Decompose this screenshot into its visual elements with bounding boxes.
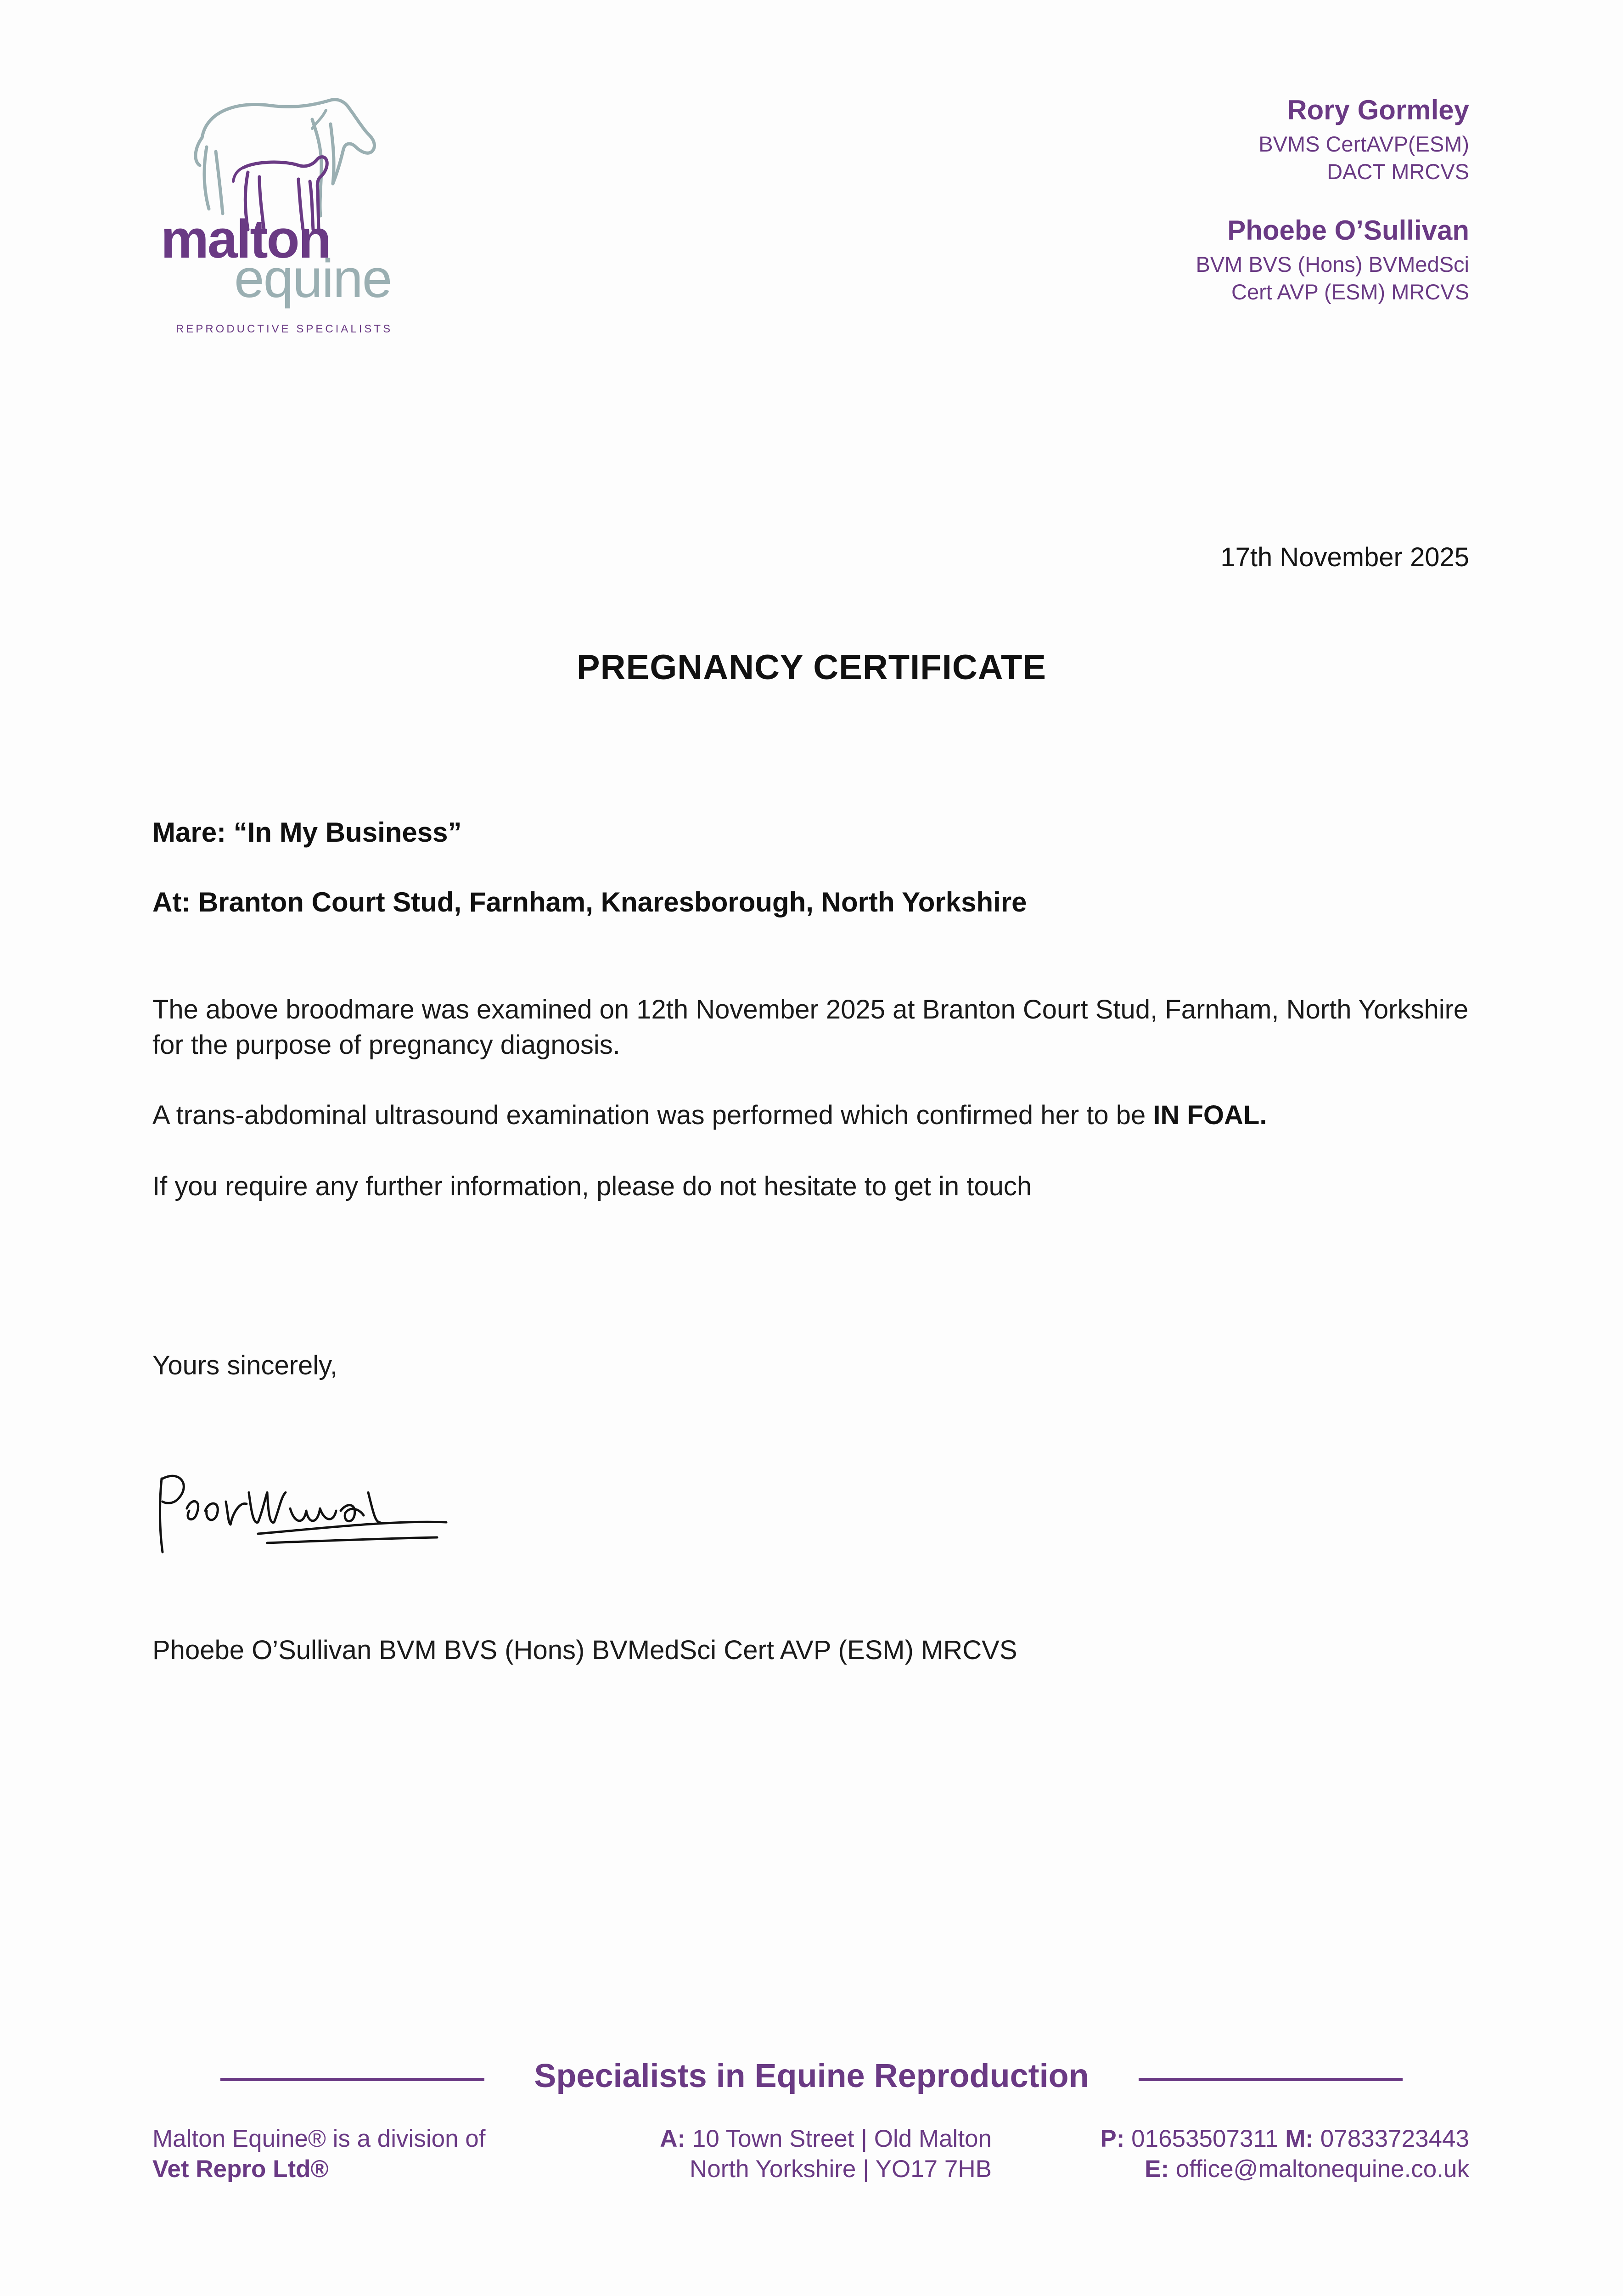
address-label: A: (660, 2125, 686, 2152)
vet-credentials: DACT MRCVS (1327, 159, 1469, 184)
logo-wordmark-malton: malton (161, 209, 330, 270)
body-paragraph (152, 1097, 1475, 1133)
exam-location: At: Branton Court Stud, Farnham, Knaresborough, North Yorkshire (152, 887, 1027, 917)
footer-address (624, 2124, 992, 2184)
result-text: IN FOAL. (1153, 1100, 1267, 1130)
vet-name: Rory Gormley (1287, 95, 1469, 125)
closing-salutation: Yours sincerely, (152, 1351, 337, 1380)
vet-name: Phoebe O’Sullivan (1227, 215, 1469, 246)
logo-wordmark-equine: equine (234, 248, 392, 309)
page-title: PREGNANCY CERTIFICATE (576, 648, 1047, 687)
vet-credentials: Cert AVP (ESM) MRCVS (1231, 280, 1469, 304)
logo-tagline: REPRODUCTIVE SPECIALISTS (176, 323, 393, 335)
email-link[interactable]: office@maltonequine.co.uk (1175, 2155, 1469, 2183)
company-name: Vet Repro Ltd® (152, 2155, 329, 2183)
brand-logo (161, 92, 418, 335)
footer-contact (1100, 2124, 1469, 2184)
vet-credentials: BVMS CertAVP(ESM) (1258, 132, 1469, 156)
footer-tagline: Specialists in Equine Reproduction (534, 2058, 1089, 2094)
vets-header (1196, 96, 1469, 306)
body-paragraph: The above broodmare was examined on 12th November 2025 at Branton Court Stud, Farnham, North Yorkshire for the purpose of pregnancy diagnosis. (152, 995, 1469, 1060)
phone-number[interactable]: 01653507311 (1131, 2125, 1279, 2152)
email-label: E: (1145, 2155, 1169, 2183)
vet-block (1196, 217, 1469, 306)
address-line: North Yorkshire | YO17 7HB (690, 2155, 992, 2183)
signer-name: Phoebe O’Sullivan BVM BVS (Hons) BVMedSci Cert AVP (ESM) MRCVS (152, 1635, 1017, 1665)
address-line: 10 Town Street | Old Malton (692, 2125, 992, 2152)
footer-company (152, 2124, 486, 2184)
signature-image (152, 1465, 465, 1561)
footer-divider (1139, 2078, 1403, 2081)
mobile-number[interactable]: 07833723443 (1320, 2125, 1469, 2152)
vet-block (1196, 96, 1469, 186)
mare-name: Mare: “In My Business” (152, 817, 462, 848)
paragraph-text: A trans-abdominal ultrasound examination was performed which confirmed her to be (152, 1100, 1153, 1130)
letter-date: 17th November 2025 (1220, 542, 1469, 572)
vet-credentials: BVM BVS (Hons) BVMedSci (1196, 252, 1469, 276)
mobile-label: M: (1285, 2125, 1314, 2152)
division-text: Malton Equine® is a division of (152, 2125, 486, 2152)
body-paragraph: If you require any further information, please do not hesitate to get in touch (152, 1171, 1032, 1201)
phone-label: P: (1100, 2125, 1125, 2152)
